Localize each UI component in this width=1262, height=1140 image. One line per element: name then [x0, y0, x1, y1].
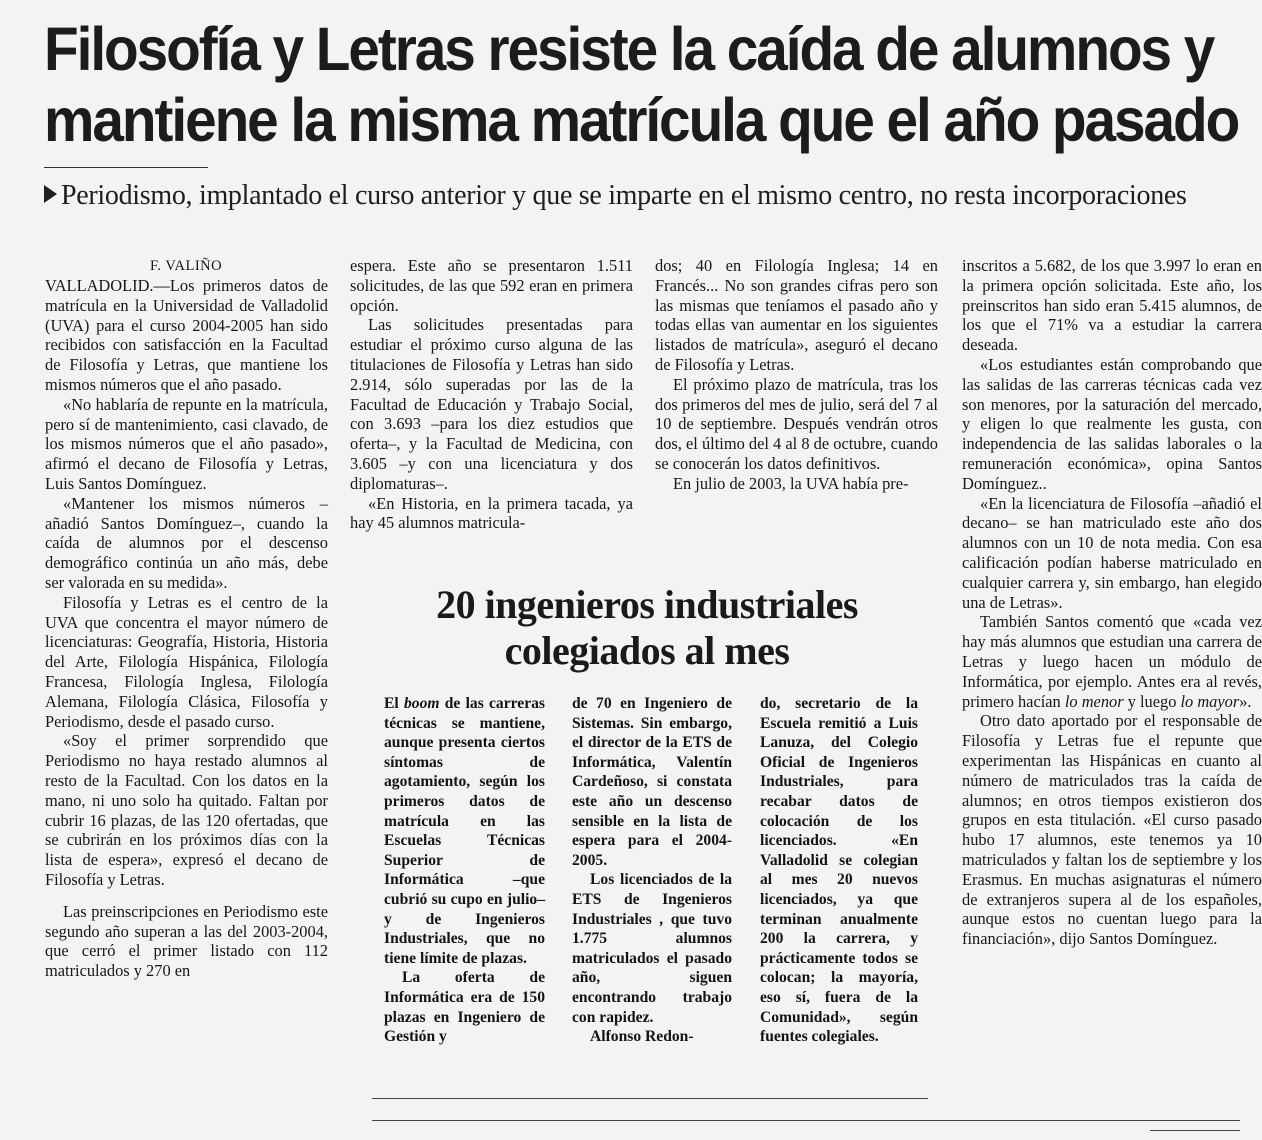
paragraph: espera. Este año se presentaron 1.511 solicitudes, de las que 592 eran en primera opción.	[350, 256, 633, 315]
paragraph: Las solicitudes presentadas para estudiar el próximo curso alguna de las titulaciones de Filosofía y Letras han sido 2.914, sólo superadas por las de la Facultad de Educación y Trabajo Social, con 3.693 –para los diez estudios que oferta–, y la Facultad de Medicina, con 3.605 –y con una licenciatura y dos diplomaturas–.	[350, 315, 633, 493]
paragraph: dos; 40 en Filología Inglesa; 14 en Francés... No son grandes cifras pero son las mismas que teníamos el pasado año y todas ellas van aumentar en los siguientes listados de matrícula», aseguró el decano de Filosofía y Letras.	[655, 256, 938, 374]
box-title-line-1: 20 ingenieros industriales	[436, 582, 858, 627]
headline-line-2: mantiene la misma matrícula que el año pasado	[44, 86, 1239, 154]
box-paragraph: La oferta de Informática era de 150 plazas en Ingeniero de Gestión y	[384, 969, 545, 1046]
article-column-3	[655, 256, 938, 494]
paragraph: Las preinscripciones en Periodismo este segundo año superan a las del 2003-2004, que cerró el primer listado con 112 matriculados y 270 en	[45, 901, 328, 981]
headline-line-1: Filosofía y Letras resiste la caída de alumnos y	[44, 15, 1214, 83]
box-column-3	[760, 694, 918, 1047]
bottom-rule	[372, 1098, 928, 1099]
paragraph: «No hablaría de repunte en la matrícula, pero sí de mantenimiento, casi clavado, de los mismos números que el año pasado», afirmó el decano de Filosofía y Letras, Luis Santos Domínguez.	[45, 394, 328, 493]
box-paragraph: Los licenciados de la ETS de Ingenieros Industriales , que tuvo 1.775 alumnos matriculados el pasado año, siguen encontrando trabajo con rapidez.	[572, 871, 732, 1026]
divider-rule	[44, 167, 208, 168]
paragraph: VALLADOLID.—Los primeros datos de matrícula en la Universidad de Valladolid (UVA) para el curso 2004-2005 han sido recibidos con satisfacción en la Facultad de Filosofía y Letras, que mantiene los mismos números que el año pasado.	[45, 276, 328, 394]
paragraph: «En Historia, en la primera tacada, ya hay 45 alumnos matricula-	[350, 493, 633, 533]
box-column-2	[572, 694, 732, 1047]
paragraph: Otro dato aportado por el responsable de Filosofía y Letras fue el repunte que experimentan las Hispánicas en cuanto al número de matriculados tras la caída de alumnos; en otros tiempos existieron dos grupos en esta titulación. «El curso pasado hubo 17 alumnos, este tenemos ya 10 matriculados y faltan los de septiembre y los Erasmus. En muchas asignaturas el número de extranjeros supera al de los españoles, aunque estos no cuentan luego para la financiación», dijo Santos Domínguez.	[962, 711, 1262, 949]
article-column-1	[45, 276, 328, 981]
byline: F. VALIÑO	[150, 258, 223, 274]
subheadline	[44, 178, 1244, 214]
box-title-line-2: colegiados al mes	[504, 628, 790, 673]
box-column-1	[384, 694, 545, 1047]
paragraph: «Los estudiantes están comprobando que las salidas de las carreras técnicas cada vez son menores, por la saturación del mercado, y eligen lo que realmente les gusta, con independencia de las salidas laborales o la remuneración económica», opina Santos Domínguez..	[962, 354, 1262, 493]
paragraph: «Mantener los mismos números –añadió Santos Domínguez–, cuando la caída de alumnos por el descenso demográfico continúa un año más, debe ser valorada en su medida».	[45, 493, 328, 592]
sidebar-box-title	[372, 582, 922, 674]
box-paragraph: Alfonso Redon-	[590, 1028, 694, 1046]
subheadline-text: Periodismo, implantado el curso anterior y que se imparte en el mismo centro, no resta incorporaciones	[61, 180, 1187, 211]
paragraph: También Santos comentó que «cada vez hay más alumnos que estudian una carrera de Letras y luego hacen un módulo de Informática, por ejemplo. Antes era al revés, primero hacían lo menor y luego lo mayor».	[962, 612, 1262, 711]
article-column-2	[350, 256, 633, 533]
paragraph: En julio de 2003, la UVA había pre-	[673, 473, 909, 493]
article-column-4	[962, 256, 1262, 949]
paragraph: El próximo plazo de matrícula, tras los dos primeros del mes de julio, será del 7 al 10 de septiembre. Después vendrán otros dos, el último del 4 al 8 de octubre, cuando se conocerán los datos definitivos.	[655, 374, 938, 473]
paragraph: «Soy el primer sorprendido que Periodismo no haya restado alumnos al resto de la Facultad. Con los datos en la mano, ni uno solo ha quitado. Faltan por cubrir 16 plazas, de las 120 ofertadas, que se cubrirán en los próximos días con la lista de espera», expresó el decano de Filosofía y Letras.	[45, 731, 328, 889]
bottom-rule	[372, 1120, 1240, 1121]
paragraph: inscritos a 5.682, de los que 3.997 lo eran en la primera opción solicitada. Este año, los preinscritos han sido eran 5.415 alumnos, de los que el 71% va a estudiar la carrera deseada.	[962, 256, 1262, 355]
paragraph: Filosofía y Letras es el centro de la UVA que concentra el mayor número de licenciaturas: Geografía, Historia, Historia del Arte, Filología Hispánica, Filología Francesa, Filología Inglesa, Filología Alemana, Filología Clásica, Filosofía y Periodismo, desde el pasado curso.	[45, 592, 328, 731]
headline	[44, 14, 1239, 156]
triangle-bullet-icon	[44, 185, 57, 203]
paragraph: «En la licenciatura de Filosofía –añadió el decano– se han matriculado este año dos alumnos con un 10 de nota media. Con esa calificación podían haberse matriculado en cualquier carrera y, sin embargo, han elegido una de Letras».	[962, 493, 1262, 612]
box-paragraph: do, secretario de la Escuela remitió a Luis Lanuza, del Colegio Oficial de Ingenieros Industriales, para recabar datos de colocación de los licenciados. «En Valladolid se colegian al mes 20 nuevos licenciados, ya que terminan anualmente 200 la carrera, y prácticamente todos se colocan; la mayoría, eso sí, fuera de la Comunidad», según fuentes colegiales.	[760, 695, 918, 1046]
box-paragraph: El boom de las carreras técnicas se mantiene, aunque presenta ciertos síntomas de agotamiento, según los primeros datos de matrícula en las Escuelas Técnicas Superior de Informática –que cubrió su cupo en julio– y de Ingenieros Industriales, que no tiene límite de plazas.	[384, 695, 545, 967]
box-paragraph: de 70 en Ingeniero de Sistemas. Sin embargo, el director de la ETS de Informática, Valentín Cardeñoso, si constata este año un descenso sensible en la lista de espera para el 2004-2005.	[572, 695, 732, 869]
bottom-rule	[1150, 1130, 1240, 1131]
